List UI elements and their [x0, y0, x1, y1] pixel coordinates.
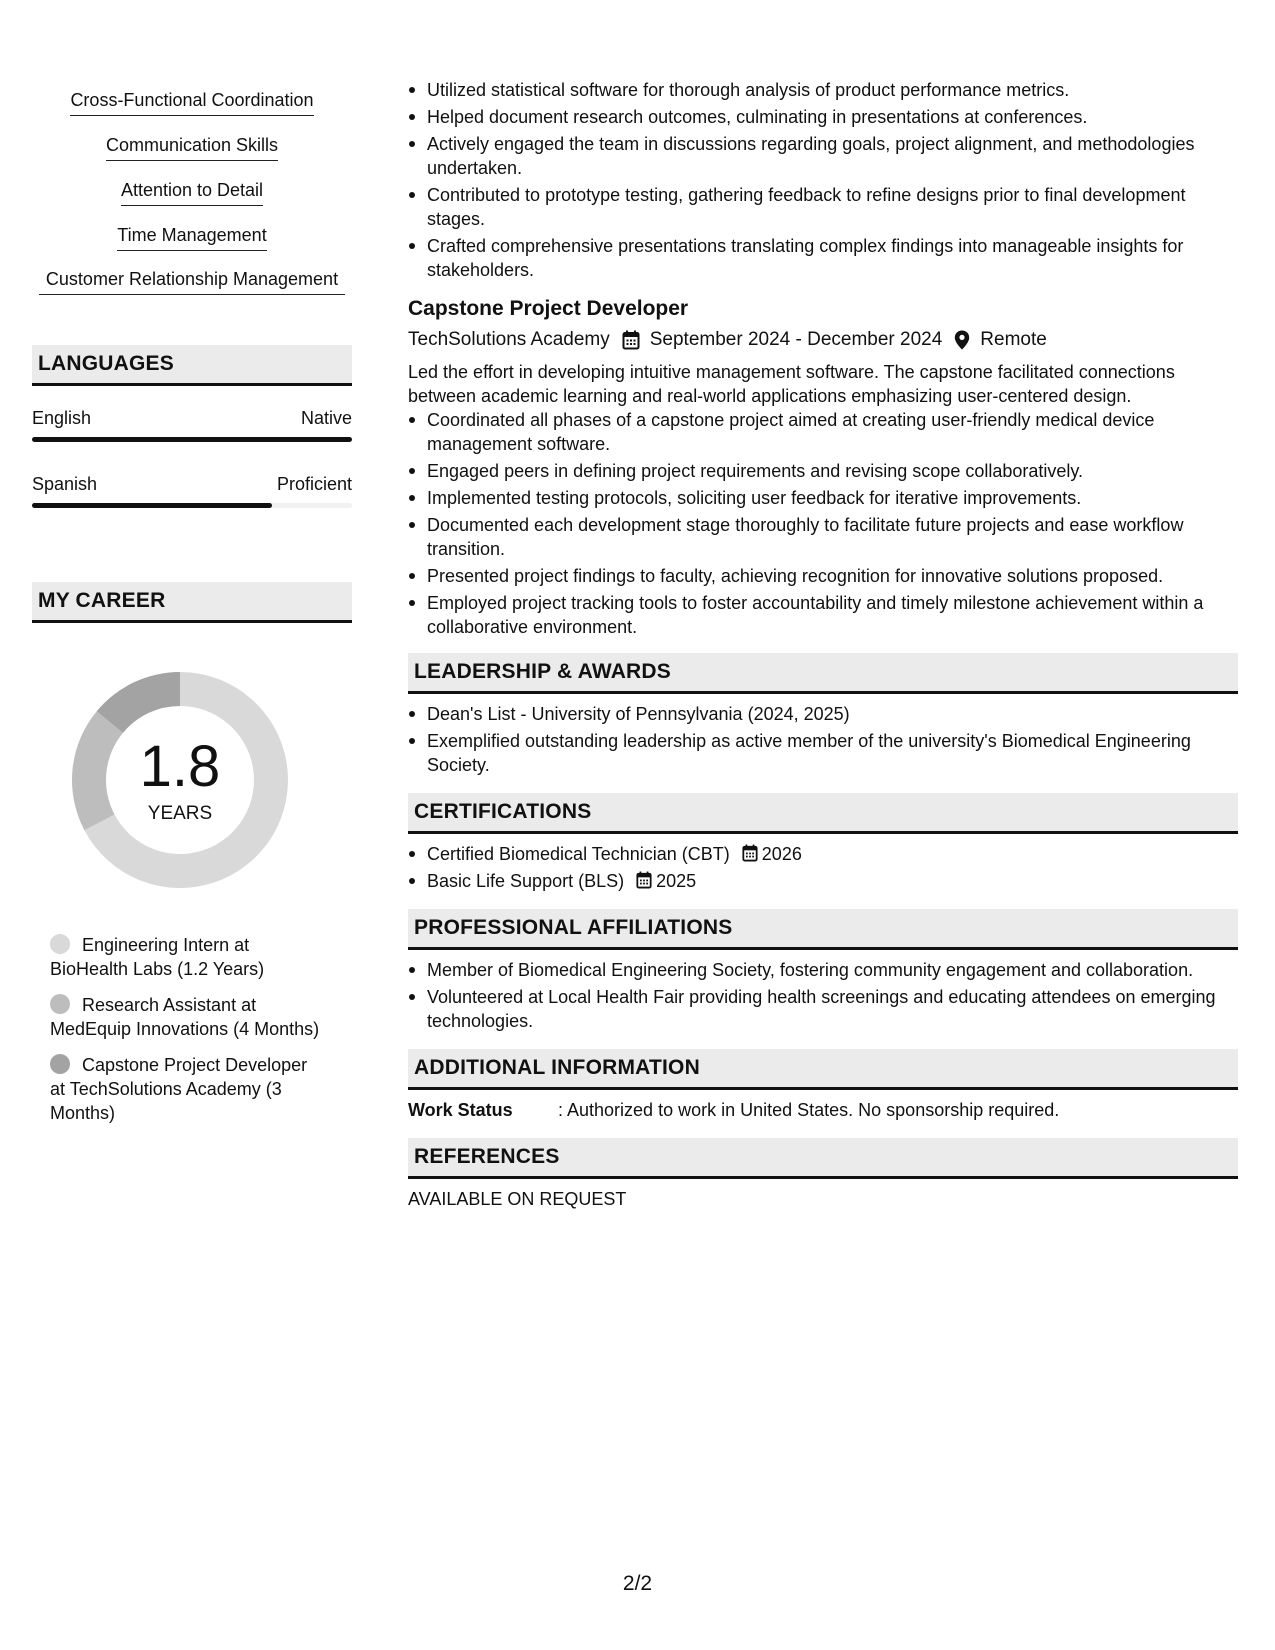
certification-year: 2026 — [761, 844, 802, 864]
bullet-item: Presented project findings to faculty, achieving recognition for innovative solutions proposed. — [408, 564, 1238, 588]
legend-item — [50, 1053, 320, 1125]
language-bar-fill — [32, 503, 272, 508]
references-heading: REFERENCES — [408, 1138, 1238, 1179]
legend-dot — [50, 934, 70, 954]
bullet-item: Coordinated all phases of a capstone project aimed at creating user-friendly medical device management software. — [408, 408, 1238, 456]
bullet-item: Contributed to prototype testing, gathering feedback to refine designs prior to final development stages. — [408, 183, 1238, 231]
skill-item: Customer Relationship Management — [39, 267, 345, 295]
bullet-item: Engaged peers in defining project requirements and revising scope collaboratively. — [408, 459, 1238, 483]
legend-dot — [50, 1054, 70, 1074]
certifications-heading: CERTIFICATIONS — [408, 793, 1238, 834]
skill-item: Communication Skills — [106, 133, 278, 161]
job-location: Remote — [980, 329, 1047, 350]
additional-info-heading: ADDITIONAL INFORMATION — [408, 1049, 1238, 1090]
legend-item — [50, 993, 320, 1041]
legend-label: Research Assistant at MedEquip Innovations (4 Months) — [50, 995, 320, 1039]
bullet-item: Documented each development stage thoroughly to facilitate future projects and ease workflow transition. — [408, 513, 1238, 561]
certification-name: Certified Biomedical Technician (CBT) — [427, 844, 730, 864]
language-level: Proficient — [276, 474, 352, 494]
certification-item — [408, 842, 1238, 866]
job-dates: September 2024 - December 2024 — [649, 329, 943, 350]
language-bar — [32, 503, 352, 508]
leadership-heading: LEADERSHIP & AWARDS — [408, 653, 1238, 694]
bullet-item: Volunteered at Local Health Fair providing health screenings and educating attendees on emerging technologies. — [408, 985, 1238, 1033]
bullet-item: Member of Biomedical Engineering Society, fostering community engagement and collaboration. — [408, 958, 1238, 982]
bullet-item: Actively engaged the team in discussions regarding goals, project alignment, and methodologies undertaken. — [408, 132, 1238, 180]
certification-name: Basic Life Support (BLS) — [427, 871, 625, 891]
language-bar — [32, 437, 352, 442]
skill-item: Time Management — [117, 223, 266, 251]
affiliations-heading: PROFESSIONAL AFFILIATIONS — [408, 909, 1238, 950]
language-bar-fill — [32, 437, 352, 442]
legend-dot — [50, 994, 70, 1014]
languages-heading: LANGUAGES — [32, 345, 352, 386]
bullet-item: Crafted comprehensive presentations translating complex findings into manageable insights for stakeholders. — [408, 234, 1238, 282]
legend-label: Engineering Intern at BioHealth Labs (1.2 Years) — [50, 935, 265, 979]
job-meta — [408, 326, 1238, 354]
work-status-row — [408, 1098, 1238, 1122]
job-title: Capstone Project Developer — [408, 297, 689, 320]
certification-year: 2025 — [656, 871, 697, 891]
affiliations-list — [408, 958, 1238, 1033]
skill-item: Cross-Functional Coordination — [70, 88, 313, 116]
leadership-list — [408, 702, 1238, 777]
location-pin-icon — [954, 330, 970, 350]
job-bullets — [408, 408, 1238, 639]
calendar-icon — [742, 844, 758, 862]
career-legend — [50, 933, 320, 1125]
work-status-label: Work Status — [408, 1100, 513, 1120]
bullet-item: Implemented testing protocols, soliciting user feedback for iterative improvements. — [408, 486, 1238, 510]
main-content — [408, 78, 1238, 1211]
bullet-item: Helped document research outcomes, culminating in presentations at conferences. — [408, 105, 1238, 129]
bullet-item: Utilized statistical software for thorough analysis of product performance metrics. — [408, 78, 1238, 102]
legend-item — [50, 933, 320, 981]
bullet-item: Exemplified outstanding leadership as active member of the university's Biomedical Engineering Society. — [408, 729, 1238, 777]
page-number: 2/2 — [622, 1572, 653, 1595]
career-heading: MY CAREER — [32, 582, 352, 623]
legend-label: Capstone Project Developer at TechSolutions Academy (3 Months) — [50, 1055, 308, 1123]
work-status-value: : Authorized to work in United States. No sponsorship required. — [558, 1100, 1060, 1120]
certification-item — [408, 869, 1238, 893]
language-name: English — [32, 408, 92, 428]
language-spanish — [32, 474, 352, 508]
certifications-list — [408, 842, 1238, 893]
bullet-item: Dean's List - University of Pennsylvania (2024, 2025) — [408, 702, 1238, 726]
career-unit: YEARS — [147, 803, 213, 824]
skill-item: Attention to Detail — [121, 178, 263, 206]
bullet-item: Employed project tracking tools to foster accountability and timely milestone achievement within a collaborative environment. — [408, 591, 1238, 639]
language-name: Spanish — [32, 474, 98, 494]
skills-list — [32, 60, 352, 295]
job-description: Led the effort in developing intuitive management software. The capstone facilitated connections between academic learning and real-world applications emphasizing user-centered design. — [408, 362, 1175, 406]
previous-job-bullets — [408, 78, 1238, 282]
career-donut — [65, 665, 295, 895]
job-company: TechSolutions Academy — [408, 329, 610, 350]
language-english — [32, 408, 352, 442]
language-level: Native — [300, 408, 352, 428]
sidebar — [32, 60, 352, 1137]
calendar-icon — [622, 330, 640, 350]
calendar-icon — [636, 871, 652, 889]
career-total: 1.8 — [139, 734, 221, 799]
references-text: AVAILABLE ON REQUEST — [408, 1189, 627, 1209]
